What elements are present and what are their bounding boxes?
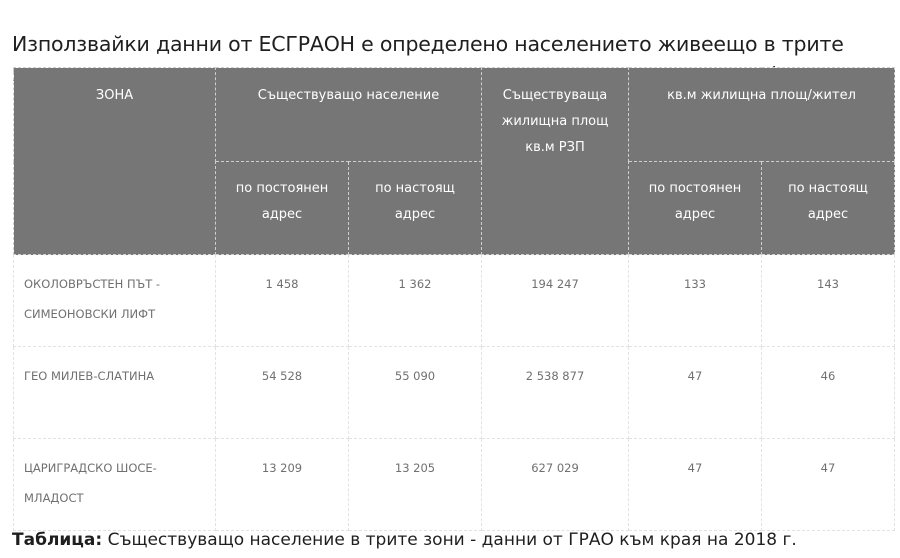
cell-permanent: 1 458 xyxy=(216,255,349,347)
cell-area: 2 538 877 xyxy=(482,347,629,439)
cell-ratio-permanent: 133 xyxy=(629,255,762,347)
cell-zone: ЦАРИГРАДСКО ШОСЕ-МЛАДОСТ xyxy=(14,439,216,531)
header-ratio-permanent: по постоянен адрес xyxy=(629,162,762,255)
header-zone: ЗОНА xyxy=(14,68,216,255)
cell-ratio-current: 143 xyxy=(762,255,895,347)
header-permanent: по постоянен адрес xyxy=(216,162,349,255)
cell-current: 1 362 xyxy=(349,255,482,347)
caption-label: Таблица: xyxy=(12,530,103,550)
cell-area: 194 247 xyxy=(482,255,629,347)
cell-ratio-permanent: 47 xyxy=(629,439,762,531)
intro-paragraph: Използвайки данни от ЕСГРАОН е определено населението живеещо в трите xyxy=(12,31,844,56)
cell-current: 55 090 xyxy=(349,347,482,439)
cell-permanent: 13 209 xyxy=(216,439,349,531)
cell-area: 627 029 xyxy=(482,439,629,531)
cell-zone: ГЕО МИЛЕВ-СЛАТИНА xyxy=(14,347,216,439)
header-ratio: кв.м жилищна площ/жител xyxy=(629,68,895,162)
cell-ratio-permanent: 47 xyxy=(629,347,762,439)
header-ratio-current: по настоящ адрес xyxy=(762,162,895,255)
cell-ratio-current: 46 xyxy=(762,347,895,439)
header-population: Съществуващо население xyxy=(216,68,482,162)
header-current: по настоящ адрес xyxy=(349,162,482,255)
population-table xyxy=(13,67,895,531)
table-caption xyxy=(12,530,797,550)
table-row xyxy=(14,255,895,347)
table-row xyxy=(14,347,895,439)
cell-permanent: 54 528 xyxy=(216,347,349,439)
caption-text: Съществуващо население в трите зони - данни от ГРАО към края на 2018 г. xyxy=(102,530,797,550)
cell-current: 13 205 xyxy=(349,439,482,531)
cell-zone: ОКОЛОВРЪСТЕН ПЪТ - СИМЕОНОВСКИ ЛИФТ xyxy=(14,255,216,347)
header-area: Съществуваща жилищна площ кв.м РЗП xyxy=(482,68,629,255)
cell-ratio-current: 47 xyxy=(762,439,895,531)
table-row xyxy=(14,439,895,531)
